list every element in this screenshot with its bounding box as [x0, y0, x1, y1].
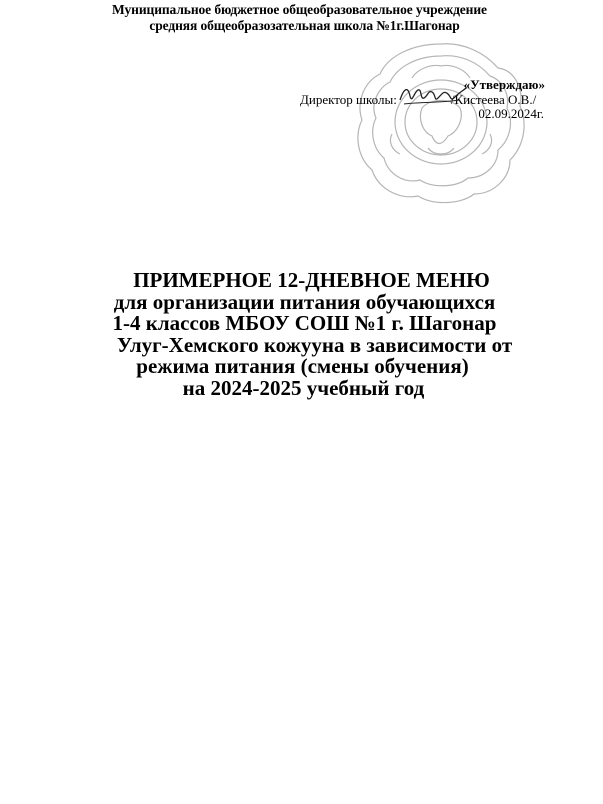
institution-name-line1: Муниципальное бюджетное общеобразовательное учреждение: [112, 2, 487, 17]
document-title: [0, 270, 603, 399]
title-line: на 2024-2025 учебный год: [182, 375, 425, 400]
title-line: ПРИМЕРНОЕ 12-ДНЕВНОЕ МЕНЮ: [133, 268, 490, 292]
title-line: для организации питания обучающихся: [113, 289, 496, 314]
title-line: 1-4 классов МБОУ СОШ №1 г. Шагонар: [112, 311, 497, 335]
approval-heading: «Утверждаю»: [463, 77, 545, 92]
title-line: Улуг-Хемского кожууна в зависимости от: [116, 332, 513, 357]
director-name: /Кистеева О.В./: [450, 92, 537, 107]
title-line: режима питания (смены обучения): [136, 354, 469, 378]
institution-header: [0, 2, 603, 34]
handwritten-signature-icon: [398, 82, 468, 108]
approval-date: 02.09.2024г.: [478, 106, 544, 121]
round-school-seal-icon: [352, 38, 530, 206]
director-label: Директор школы:: [300, 92, 397, 107]
institution-name-line2: средняя общеобразозательная школа №1г.Шагонар: [149, 18, 460, 33]
